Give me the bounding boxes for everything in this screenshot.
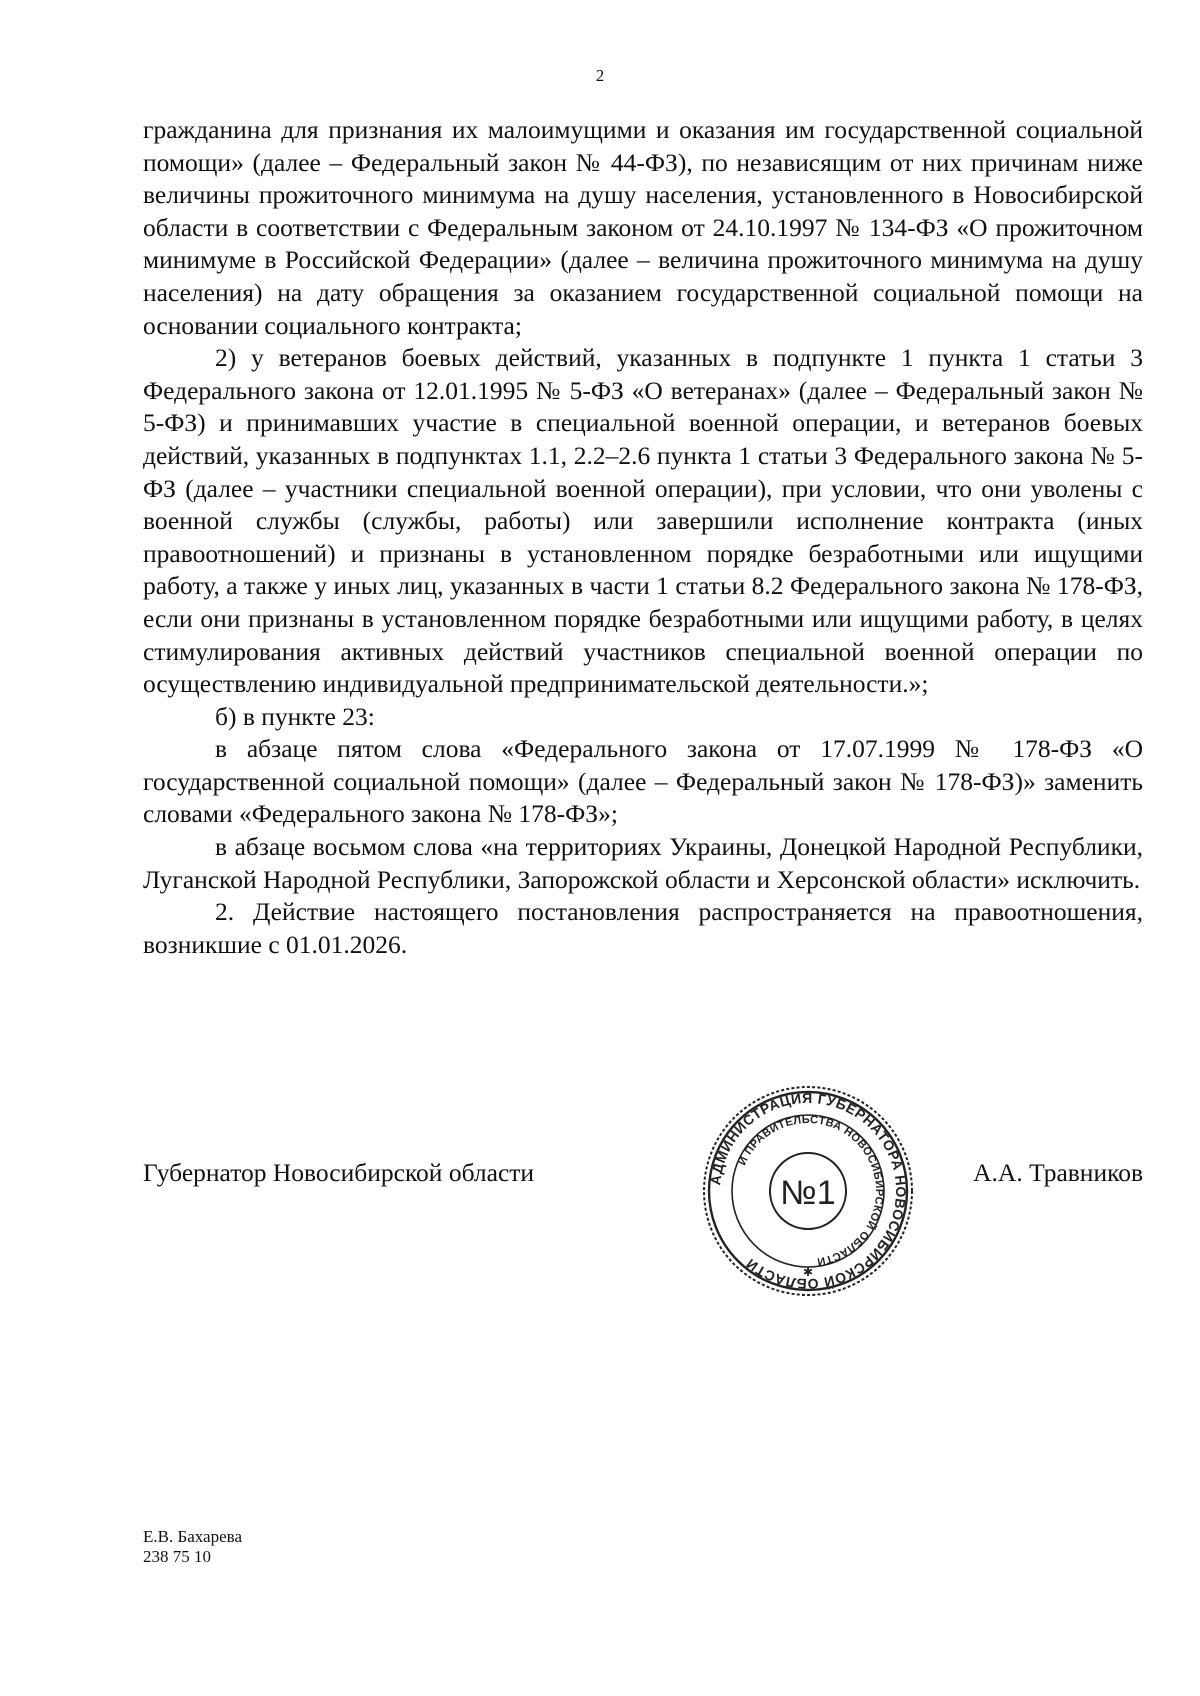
document-body (143, 114, 1143, 961)
signatory-name: А.А. Травников (973, 1158, 1143, 1187)
executor-name: Е.В. Бахарева (143, 1527, 242, 1546)
signatory-title: Губернатор Новосибирской области (143, 1158, 535, 1187)
paragraph: б) в пункте 23: (215, 701, 375, 731)
paragraph: гражданина для признания их малоимущими и оказания им государственной социальной помощи» (далее – Федеральный закон № 44-ФЗ), по независящим от них причинам ниже величины прожиточного минимума на душу населения, установленного в Новосибирской области в соответствии с Федеральным законом от 24.10.1997 № 134-ФЗ «О прожиточном минимуме в Российской Федерации» (далее – величина прожиточного минимума на душу населения) на дату обращения за оказанием государственной социальной помощи на основании социального контракта; (143, 115, 1143, 340)
seal-center-number: №1 (780, 1174, 836, 1212)
paragraph: в абзаце восьмом слова «на территориях Украины, Донецкой Народной Республики, Луганской Народной Республики, Запорожской области и Херсонской области» исключить. (143, 832, 1143, 894)
seal-star-icon: ✱ (802, 1265, 814, 1279)
official-seal (702, 1085, 914, 1297)
executor-phone: 238 75 10 (143, 1547, 211, 1566)
paragraph: 2) у ветеранов боевых действий, указанных в подпункте 1 пункта 1 статьи 3 Федерального закона от 12.01.1995 № 5-ФЗ «О ветеранах» (далее – Федеральный закон № 5-ФЗ) и принимавших участие в специальной военной операции, и ветеранов боевых действий, указанных в подпунктах 1.1, 2.2–2.6 пункта 1 статьи 3 Федерального закона № 5-ФЗ (далее – участники специальной военной операции), при условии, что они уволены с военной службы (службы, работы) или завершили исполнение контракта (иных правоотношений) и признаны в установленном порядке безработными или ищущими работу, а также у иных лиц, указанных в части 1 статьи 8.2 Федерального закона № 178-ФЗ, если они признаны в установленном порядке безработными или ищущими работу, в целях стимулирования активных действий участников специальной военной операции по осуществлению индивидуальной предпринимательской деятельности.»; (143, 343, 1143, 699)
paragraph: в абзаце пятом слова «Федерального закона от 17.07.1999 № 178-ФЗ «О государственной социальной помощи» (далее – Федеральный закон № 178-ФЗ)» заменить словами «Федерального закона № 178-ФЗ»; (143, 734, 1143, 829)
executor-info (143, 1527, 242, 1567)
paragraph: 2. Действие настоящего постановления распространяется на правоотношения, возникшие с 01.01.2026. (143, 897, 1143, 959)
seal-outer-text: АДМИНИСТРАЦИЯ ГУБЕРНАТОРА НОВОСИБИРСКОЙ ОБЛАСТИ (707, 1089, 910, 1293)
seal-stamp-image (702, 1085, 914, 1297)
page-number: 2 (595, 66, 605, 85)
seal-inner-text: И ПРАВИТЕЛЬСТВА НОВОСИБИРСКОЙ ОБЛАСТИ (736, 1113, 886, 1268)
